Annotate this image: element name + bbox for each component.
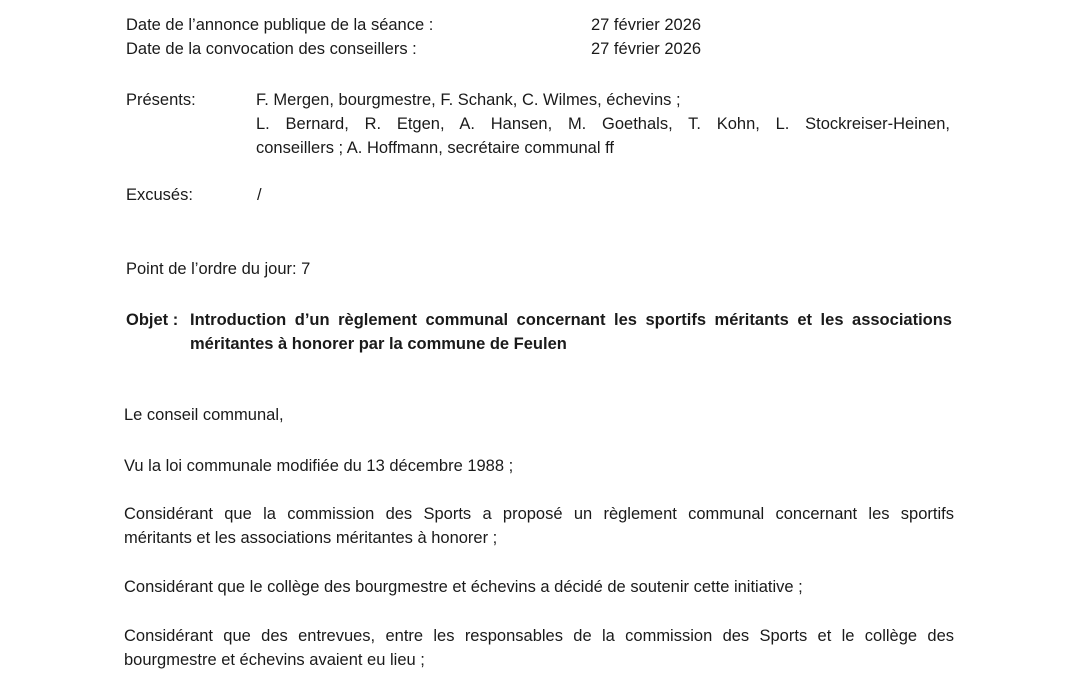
- presents-line: conseillers ; A. Hoffmann, secrétaire communal ff: [256, 139, 614, 157]
- considerant-line: Considérant que le collège des bourgmestre et échevins a décidé de soutenir cette initiative ;: [124, 578, 803, 596]
- presents-label: Présents:: [126, 91, 196, 109]
- objet-text: [190, 308, 952, 356]
- considerant-paragraph-2: [124, 575, 954, 599]
- presents-list: [256, 88, 950, 160]
- considerant-paragraph-3: [124, 624, 954, 672]
- intro-text: Le conseil communal,: [124, 406, 284, 424]
- considerant-line: méritants et les associations méritantes à honorer ;: [124, 529, 498, 547]
- considerant-line: bourgmestre et échevins avaient eu lieu ;: [124, 651, 425, 669]
- objet-line: Introduction d’un règlement communal concernant les sportifs méritants et les associations: [190, 311, 952, 329]
- convocation-label: Date de la convocation des conseillers :: [126, 40, 417, 58]
- presents-line: F. Mergen, bourgmestre, F. Schank, C. Wilmes, échevins ;: [256, 91, 681, 109]
- intro-paragraph: [124, 403, 954, 427]
- vu-paragraph: [124, 454, 954, 478]
- presents-line: L. Bernard, R. Etgen, A. Hansen, M. Goethals, T. Kohn, L. Stockreiser-Heinen,: [256, 115, 950, 133]
- considerant-line: Considérant que la commission des Sports a proposé un règlement communal concernant les sportifs: [124, 505, 954, 523]
- objet-label: Objet :: [126, 311, 179, 329]
- vu-text: Vu la loi communale modifiée du 13 décembre 1988 ;: [124, 457, 514, 475]
- ordre-du-jour: Point de l’ordre du jour: 7: [126, 260, 311, 278]
- annonce-date: 27 février 2026: [591, 16, 702, 34]
- convocation-date: 27 février 2026: [591, 40, 702, 58]
- annonce-label: Date de l’annonce publique de la séance :: [126, 16, 434, 34]
- considerant-line: Considérant que des entrevues, entre les responsables de la commission des Sports et le collège des: [124, 627, 954, 645]
- excuses-value: /: [257, 186, 262, 204]
- excuses-label: Excusés:: [126, 186, 193, 204]
- considerant-paragraph-1: [124, 502, 954, 550]
- objet-line: méritantes à honorer par la commune de Feulen: [190, 335, 567, 353]
